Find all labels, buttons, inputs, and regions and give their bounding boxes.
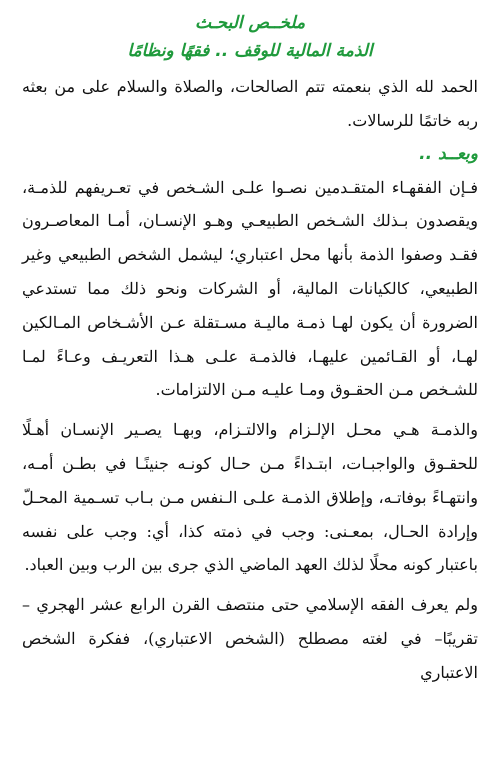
section-label: وبعــد .. bbox=[419, 143, 478, 164]
document-title: ملخــص البحـث bbox=[194, 13, 306, 33]
body-paragraph-3: ولم يعرف الفقه الإسلامي حتى منتصف القرن الرابع عشر الهجري – تقريبًا– في لغته مصطلح (الشخص الاعتباري)، ففكرة الشخص الاعتباري bbox=[22, 595, 478, 682]
body-paragraph-2: والذمـة هـي محـل الإلـزام والالتـزام، وبهـا يصـير الإنسـان أهـلًا للحقـوق والواجبـات، ابتـداءً مـن حـال كونـه جنينًـا في بطـن أمـه، وانتهـاءً بوفاتـه، وإطلاق الذمـة علـى الـنفس مـن بـاب تسـمية المحـلّ وإرادة الحـال، بمعـنى: وجب في ذمته كذا، أي: وجب على نفسه باعتبار كونه محلًا لذلك العهد الماضي الذي جرى بين الرب وبين العباد. bbox=[22, 420, 478, 575]
body-paragraph-1: فـإن الفقهـاء المتقـدمين نصـوا علـى الشـخص في تعـريفهم للذمـة، ويقصدون بـذلك الشـخص الطبيعـي وهـو الإنسـان، أمـا المعاصـرون فقـد وصفوا الذمة بأنها محل اعتباري؛ ليشمل الشخص الطبيعي وغير الطبيعي، كالكيانات المالية، أو الشركات ونحو ذلك مما تستدعي الضرورة أن يكون لهـا ذمـة ماليـة مسـتقلة عـن الأشـخاص المـالكين لهـا، أو القـائمين عليهـا، فالذمـة علـى هـذا التعريـف وعـاءً لمـا للشـخص مـن الحقـوق ومـا عليـه مـن الالتزامات. bbox=[22, 177, 479, 400]
intro-paragraph: الحمد لله الذي بنعمته تتم الصالحات، والصلاة والسلام على من بعثه ربه خاتمًا للرسالات. bbox=[22, 77, 478, 130]
document-subtitle: الذمة المالية للوقف .. فقهًا ونظامًا bbox=[127, 41, 373, 61]
